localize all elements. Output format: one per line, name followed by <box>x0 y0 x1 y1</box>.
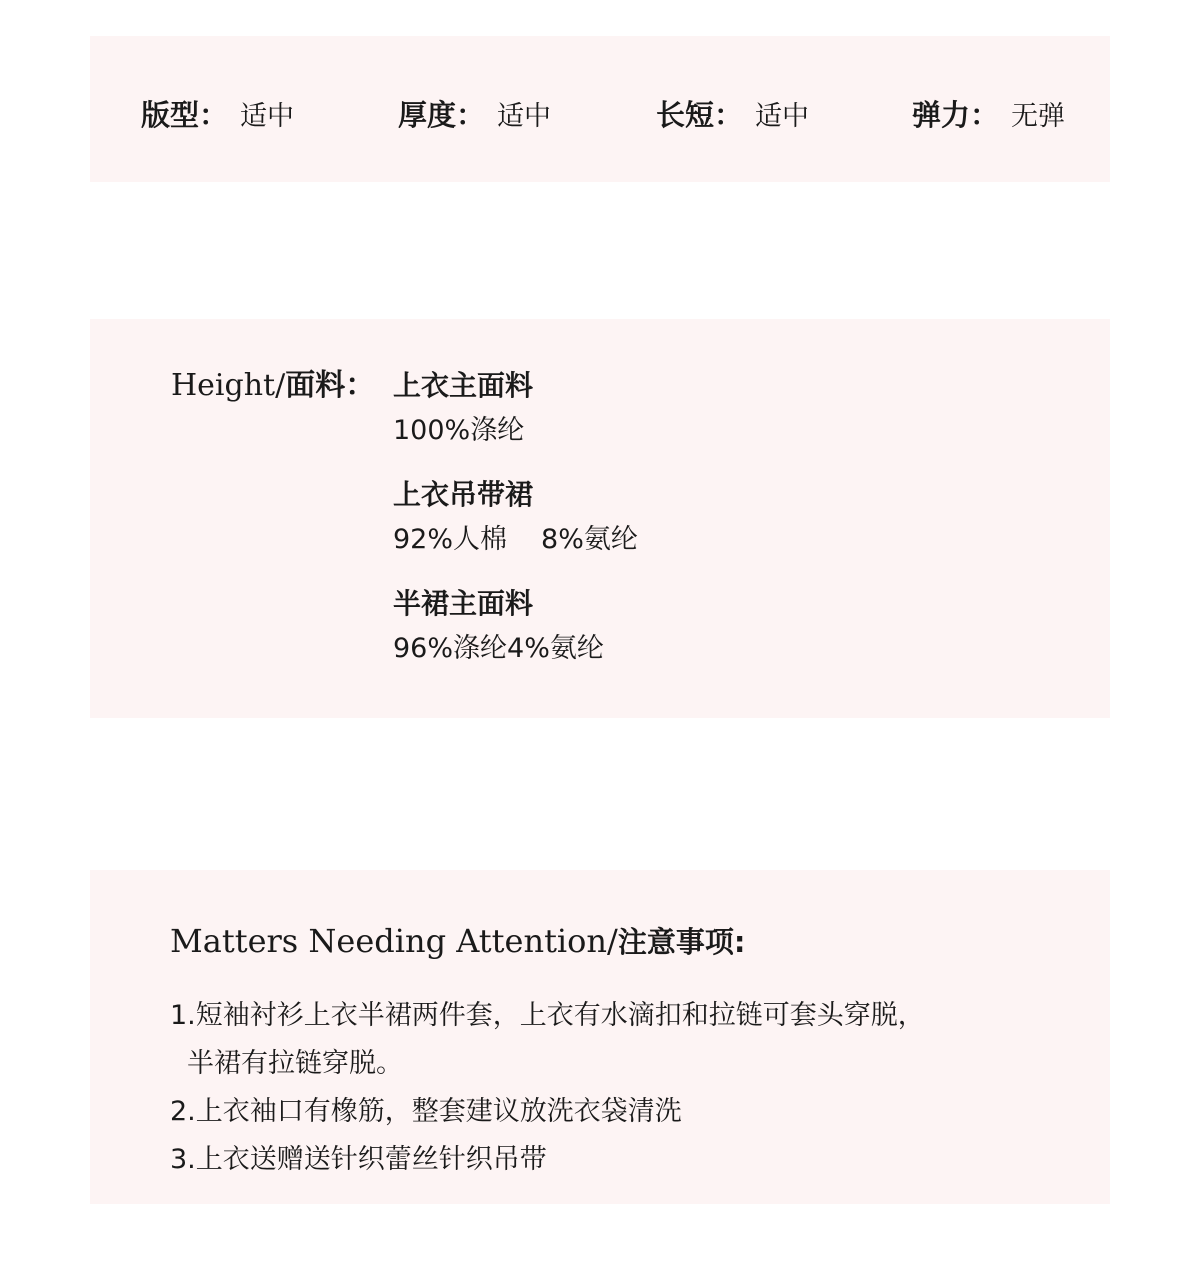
attribute-value: 无弹 <box>1011 101 1066 132</box>
attribute-thickness <box>398 95 551 135</box>
notes-title <box>170 920 745 963</box>
note-item: 1.短袖衬衫上衣半裙两件套，上衣有水滴扣和拉链可套头穿脱， <box>170 1000 925 1031</box>
note-item-continuation: 半裙有拉链穿脱。 <box>187 1048 403 1079</box>
fabric-label-zh: 面料： <box>285 368 376 403</box>
fabric-item-skirt-main <box>393 584 604 669</box>
fabric-item-heading: 上衣主面料 <box>393 369 534 402</box>
composition-part: 8%氨纶 <box>541 524 638 555</box>
fabric-item-composition <box>393 411 533 451</box>
attribute-label: 弹力： <box>912 98 1000 132</box>
fabric-label-en: Height/ <box>171 368 286 403</box>
notes-title-zh: 注意事项: <box>617 925 746 959</box>
attribute-length <box>656 95 809 135</box>
fabric-label <box>171 366 375 406</box>
attribute-value: 适中 <box>497 101 552 132</box>
fabric-item-top-main <box>393 366 533 451</box>
note-item: 3.上衣送赠送针织蕾丝针织吊带 <box>170 1144 547 1175</box>
fabric-item-composition <box>393 520 638 560</box>
composition-part: 92%人棉 <box>393 524 508 555</box>
attribute-value: 适中 <box>240 101 295 132</box>
fabric-item-top-camisole <box>393 475 638 560</box>
composition-part: 96%涤纶4%氨纶 <box>393 633 604 664</box>
attribute-value: 适中 <box>755 101 810 132</box>
note-item: 2.上衣袖口有橡筋，整套建议放洗衣袋清洗 <box>170 1096 682 1127</box>
notes-title-en: Matters Needing Attention/ <box>170 922 618 960</box>
composition-part: 100%涤纶 <box>393 415 525 446</box>
attribute-elasticity <box>912 95 1065 135</box>
attribute-label: 长短： <box>656 98 744 132</box>
attribute-label: 厚度： <box>398 98 486 132</box>
fabric-item-composition <box>393 629 604 669</box>
fabric-item-heading: 半裙主面料 <box>393 587 534 620</box>
attribute-fit <box>141 95 294 135</box>
fabric-item-heading: 上衣吊带裙 <box>393 478 534 511</box>
attribute-label: 版型： <box>141 98 229 132</box>
